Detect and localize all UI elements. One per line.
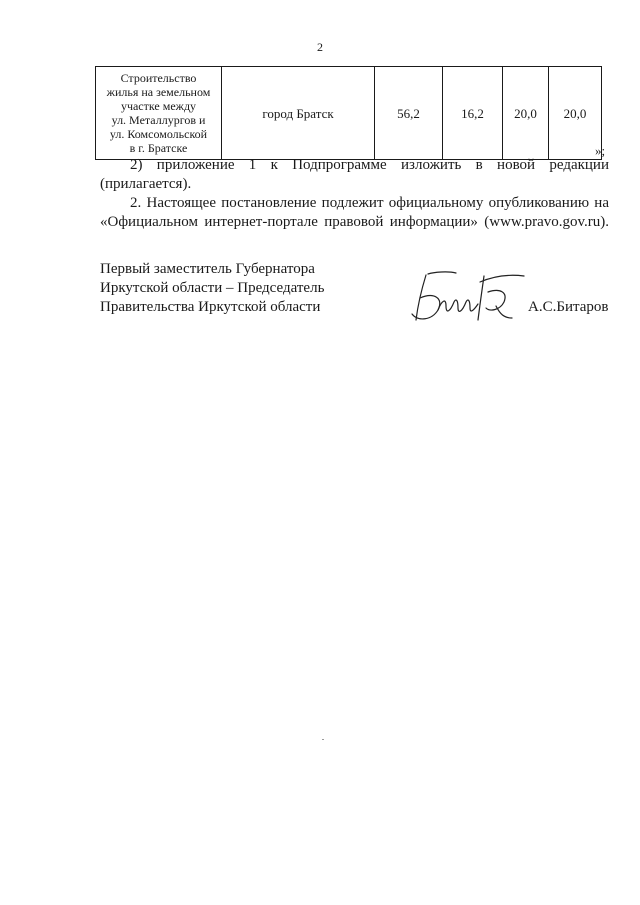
object-name-cell xyxy=(96,67,222,160)
value-cell-total: 56,2 xyxy=(375,67,443,160)
page-number: 2 xyxy=(317,40,323,54)
item-2-line-1: 2) приложение 1 к Подпрограмме изложить в новой редакции xyxy=(130,157,609,173)
object-name-line: жилья на земельном xyxy=(106,85,211,99)
signatory-title xyxy=(100,260,324,317)
scan-speck xyxy=(322,739,324,740)
table-row xyxy=(96,67,602,160)
object-name-line: в г. Братске xyxy=(129,141,188,155)
value-cell-3: 20,0 xyxy=(549,67,602,160)
publication-line-1: 2. Настоящее постановление подлежит официальному опубликованию на xyxy=(130,195,609,211)
signatory-title-line: Первый заместитель Губернатора xyxy=(100,261,315,277)
value-cell-2: 20,0 xyxy=(503,67,549,160)
publication-line-2: «Официальном интернет-портале правовой информации» (www.pravo.gov.ru). xyxy=(100,214,609,230)
signatory-name: А.С.Битаров xyxy=(528,299,609,315)
closing-quote: »; xyxy=(595,143,606,158)
location-cell: город Братск xyxy=(222,67,375,160)
object-name-line: ул. Комсомольской xyxy=(109,127,208,141)
object-name-line: Строительство xyxy=(120,71,197,85)
signatory-title-line: Иркутской области – Председатель xyxy=(100,280,325,296)
handwritten-signature xyxy=(404,268,530,328)
value-cell-1: 16,2 xyxy=(443,67,503,160)
program-table xyxy=(95,66,602,160)
object-name-line: участке между xyxy=(120,99,197,113)
object-name-line: ул. Металлургов и xyxy=(111,113,206,127)
signatory-title-line: Правительства Иркутской области xyxy=(100,299,321,315)
item-2-line-2: (прилагается). xyxy=(100,176,192,192)
